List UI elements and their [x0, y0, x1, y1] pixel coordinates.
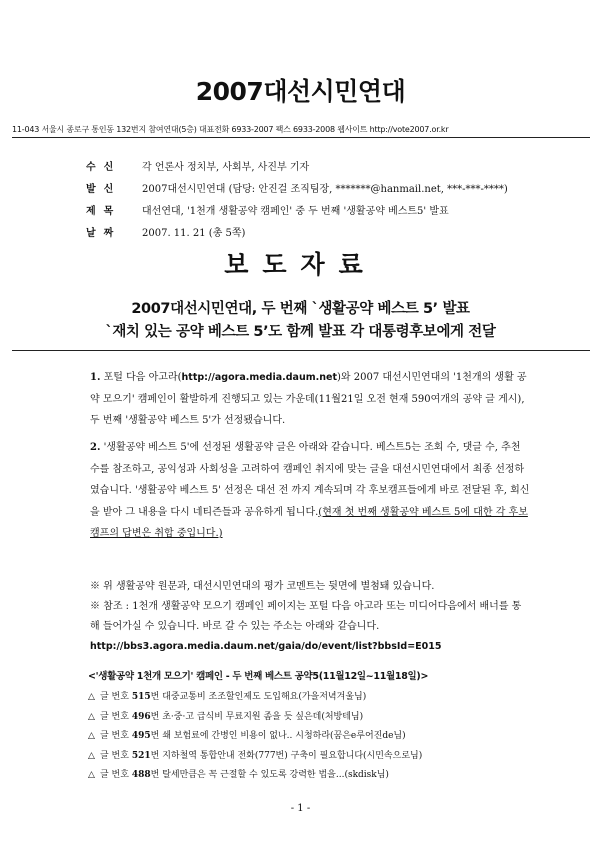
meta-to: [86, 158, 309, 173]
headline-line-1: 2007대선시민연대, 두 번째 `생활공약 베스트 5’ 발표: [131, 301, 470, 317]
list-item-number: 495: [131, 731, 151, 741]
paragraph-1-number: 1.: [90, 372, 101, 383]
address-line: 11-043 서울시 종로구 통인동 132번지 참여연대(5층) 대표전화 6933-2007 팩스 6933-2008 웹사이트 http://vote2007.or.kr: [12, 125, 449, 134]
best5-list-title: <'생활공약 1천개 모으기' 캠페인 - 두 번째 베스트 공약5(11월12일~11월18일)>: [88, 671, 429, 682]
list-item-prefix: 글 번호: [100, 731, 129, 741]
triangle-bullet-icon: △: [88, 750, 95, 761]
list-item-suffix: 번: [150, 692, 160, 702]
list-item-text: 초·중·고 급식비 무료지원 좀을 듯 싶은데(처방테님): [162, 711, 364, 722]
list-item: [88, 766, 422, 786]
page-number: - 1 -: [290, 803, 311, 814]
list-item-prefix: 글 번호: [100, 692, 129, 702]
list-item-suffix: 번: [150, 711, 160, 722]
headline-line-2: `재치 있는 공약 베스트 5’도 함께 발표 각 대통령후보에게 전달: [105, 324, 496, 340]
triangle-bullet-icon: △: [88, 711, 95, 722]
list-item-suffix: 번: [150, 750, 160, 761]
list-item-text: 지하철역 통합안내 전화(777번) 구축이 필요합니다(시민속으로님): [162, 750, 423, 761]
meta-date-value: 2007. 11. 21 (총 5쪽): [142, 228, 246, 239]
note-reference: [90, 597, 530, 657]
list-item-text: 탈세만큼은 꼭 근절할 수 있도록 강력한 법을...(skdisk님): [162, 770, 389, 780]
paragraph-2-text: '생활공약 베스트 5'에 선정된 생활공약 글은 아래와 같습니다. 베스트5는 조회 수, 댓글 수, 추천 수를 참조하고, 공익성과 사회성을 고려하여 캠페인 취지에 맞는 글을 대선시민연대에서 최종 선정하였습니다. '생활공약 베스트 5' 선정은 대선 전 까지 계속되며 각 후보캠프들에게 바로 전달된 후, 회신을 받아 그 내용을 다시 네티즌들과 공유하게 됩니다.: [90, 442, 530, 518]
list-item-prefix: 글 번호: [100, 750, 129, 761]
paragraph-2-number: 2.: [90, 442, 101, 453]
list-item: [88, 727, 422, 747]
press-release-title: 보도자료: [224, 250, 377, 279]
best5-list: [88, 688, 422, 786]
meta-to-label: 수신: [86, 162, 122, 173]
note-attachment: ※ 위 생활공약 원문과, 대선시민연대의 평가 코멘트는 뒷면에 별첨돼 있습니다.: [90, 581, 435, 592]
paragraph-2-underlined: (현재 첫 번째 생활공약 베스트 5에 대한 각 후보캠프의 답변은 취합 중입니다.): [90, 506, 528, 539]
list-item-prefix: 글 번호: [100, 711, 129, 722]
meta-from-value: 2007대선시민연대 (담당: 안진걸 조직팀장, *******@hanmail.net, ***-***-****): [142, 184, 508, 195]
list-item: [88, 708, 422, 728]
campaign-link[interactable]: http://bbs3.agora.media.daum.net/gaia/do/event/list?bbsId=E015: [90, 641, 442, 652]
meta-from-label: 발신: [86, 184, 122, 195]
paragraph-1: [90, 367, 530, 432]
paragraph-1-text-a: 포털 다음 아고라(: [100, 372, 182, 383]
paragraph-1-text-b: )와 2007 대선시민연대의 '1천개의 생활 공약 모으기' 캠페인이 활발하게 진행되고 있는 가운데(11월21일 오전 현재 590여개의 공약 글 게시), 두 번째 '생활공약 베스트 5'가 선정됐습니다.: [90, 372, 527, 426]
meta-subject-value: 대선연대, '1천개 생활공약 캠페인' 중 두 번째 '생활공약 베스트5' 발표: [142, 206, 449, 217]
meta-to-value: 각 언론사 정치부, 사회부, 사진부 기자: [142, 162, 310, 173]
list-item: [88, 688, 422, 708]
list-item-number: 488: [131, 770, 151, 780]
triangle-bullet-icon: △: [88, 692, 95, 702]
triangle-bullet-icon: △: [88, 731, 95, 741]
list-item-number: 515: [131, 692, 151, 702]
meta-date-label: 날짜: [86, 228, 122, 239]
list-item-suffix: 번: [150, 731, 160, 741]
paragraph-2: [90, 437, 530, 545]
list-item-number: 496: [131, 711, 151, 722]
list-item: [88, 747, 422, 767]
list-item-number: 521: [131, 750, 151, 761]
triangle-bullet-icon: △: [88, 770, 95, 780]
meta-subject: [86, 202, 449, 217]
list-item-text: 대중교통비 조조할인제도 도입해요(가을저녁겨울님): [162, 692, 367, 702]
header-divider: [12, 137, 590, 138]
org-name: 2007대선시민연대: [195, 77, 406, 106]
list-item-suffix: 번: [150, 770, 160, 780]
meta-subject-label: 제목: [86, 206, 122, 217]
meta-date: [86, 224, 245, 239]
note-reference-text: ※ 참조 : 1천개 생활공약 모으기 캠페인 페이지는 포털 다음 아고라 또는 미디어다음에서 배너를 통해 들어가실 수 있습니다. 바로 갈 수 있는 주소는 아래와 같습니다.: [90, 601, 522, 632]
headline-divider: [12, 350, 590, 351]
list-item-prefix: 글 번호: [100, 770, 129, 780]
meta-from: [86, 180, 508, 195]
agora-link[interactable]: http://agora.media.daum.net: [181, 372, 337, 383]
list-item-text: 쇄 보험료에 간병인 비용이 없나.. 시청하라(꿈은e루어진de님): [162, 731, 406, 741]
